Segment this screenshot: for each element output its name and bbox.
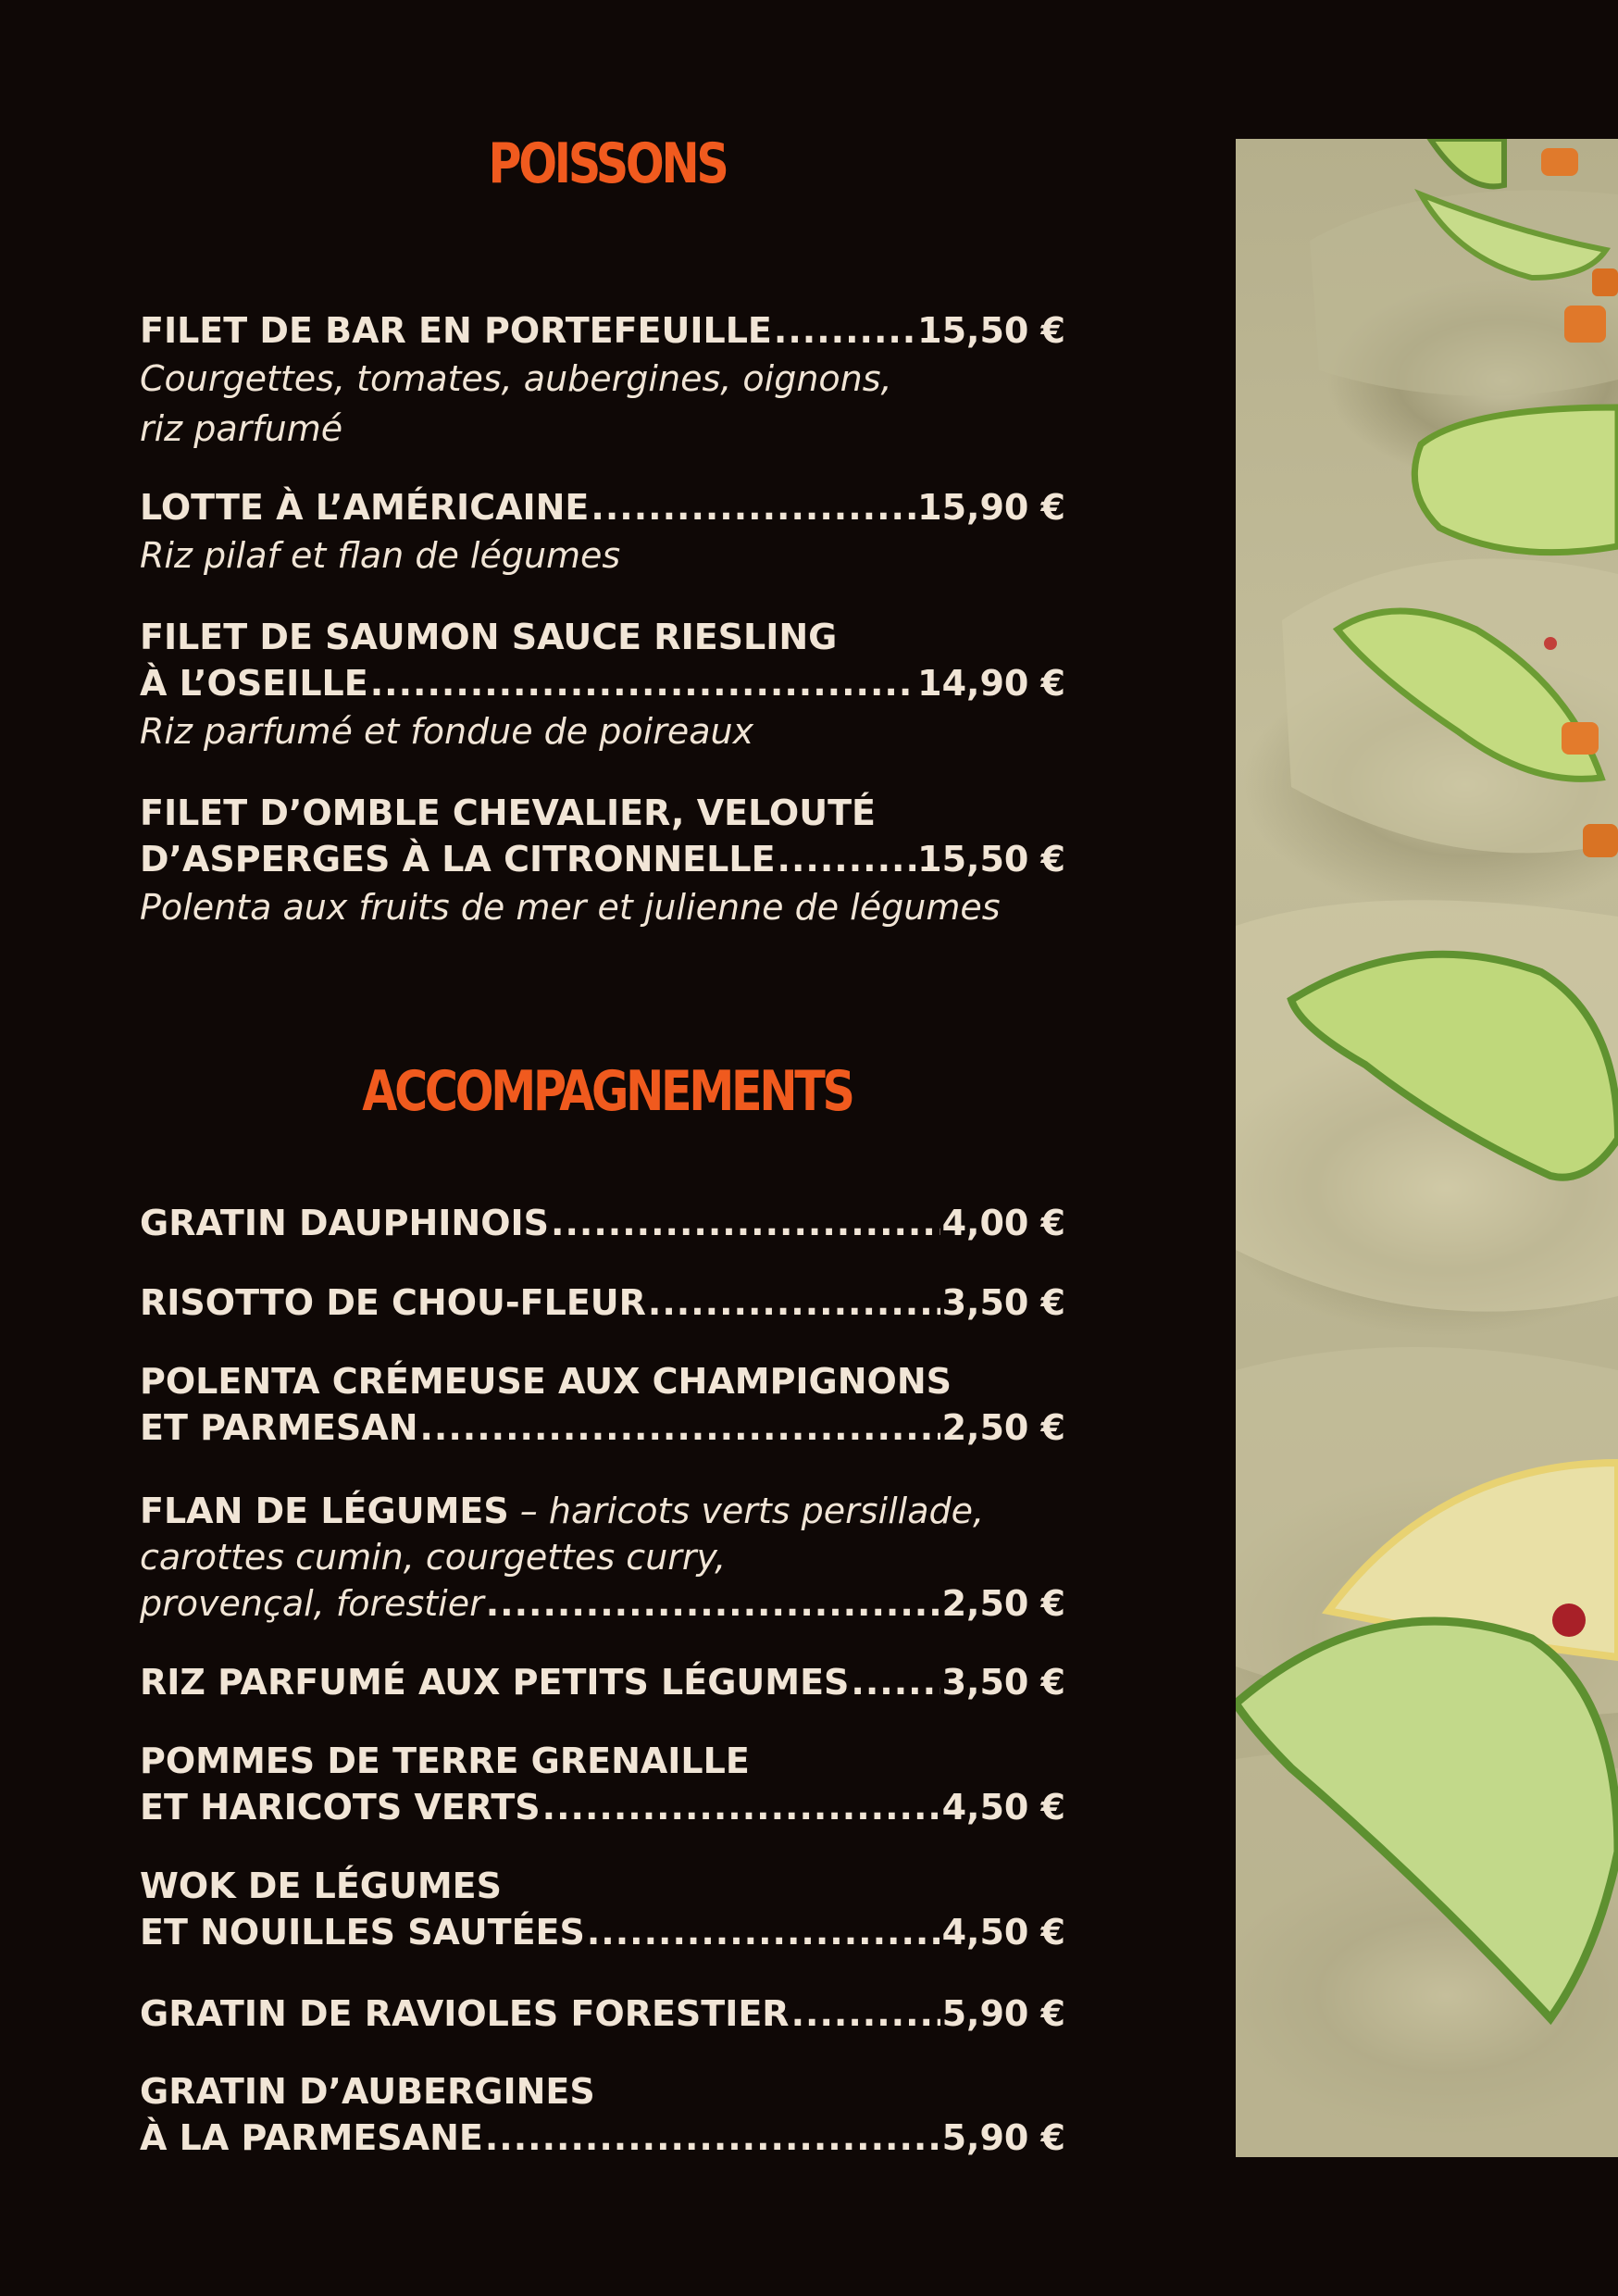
item-name-line: WOK DE LÉGUMES <box>140 1866 502 1906</box>
leader-dots <box>420 1404 940 1451</box>
item-name: D’ASPERGES À LA CITRONNELLE <box>140 839 776 880</box>
item-price: 4,00 € <box>941 1203 1065 1243</box>
item-name: RIZ PARFUMÉ AUX PETITS LÉGUMES <box>140 1662 850 1703</box>
leader-dots <box>486 1580 940 1627</box>
section-title-accompagnements: ACCOMPAGNEMENTS <box>362 1059 853 1124</box>
item-price: 4,50 € <box>941 1787 1065 1828</box>
menu-item <box>140 1659 1065 1705</box>
leader-dots <box>370 660 915 706</box>
item-description: carottes cumin, courgettes curry, <box>140 1537 727 1578</box>
item-name: FILET DE BAR EN PORTEFEUILLE <box>140 310 772 351</box>
menu-item <box>140 1358 1065 1451</box>
item-price: 15,50 € <box>917 839 1065 880</box>
leader-dots <box>851 1659 940 1705</box>
item-price: 2,50 € <box>941 1407 1065 1448</box>
item-description: riz parfumé <box>140 408 343 449</box>
item-name-line: POMMES DE TERRE GRENAILLE <box>140 1741 750 1781</box>
item-description-inline: – haricots verts persillade, <box>508 1491 985 1531</box>
item-description: Courgettes, tomates, aubergines, oignons, <box>140 358 892 399</box>
item-price: 4,50 € <box>941 1912 1065 1953</box>
item-price: 5,90 € <box>941 2117 1065 2158</box>
item-description: Polenta aux fruits de mer et julienne de légumes <box>140 887 1001 928</box>
item-price: 15,90 € <box>917 487 1065 528</box>
fish-in-sauce-with-lime-photo <box>1236 139 1618 2157</box>
item-name: ET NOUILLES SAUTÉES <box>140 1912 585 1953</box>
item-price: 14,90 € <box>917 663 1065 704</box>
menu-item <box>140 1200 1065 1246</box>
item-name: À L’OSEILLE <box>140 663 368 704</box>
leader-dots <box>648 1279 940 1326</box>
lime-slice-icon <box>1414 407 1618 553</box>
lime-slice-icon <box>1430 139 1504 186</box>
menu-item <box>140 614 1065 756</box>
item-name-line: POLENTA CRÉMEUSE AUX CHAMPIGNONS <box>140 1361 952 1402</box>
item-name-line: GRATIN D’AUBERGINES <box>140 2071 595 2112</box>
item-name-line: FILET D’OMBLE CHEVALIER, VELOUTÉ <box>140 792 876 833</box>
item-name-line <box>140 1488 1065 1534</box>
leader-dots <box>551 1200 940 1246</box>
item-name: RISOTTO DE CHOU-FLEUR <box>140 1282 646 1323</box>
item-price: 5,90 € <box>941 1993 1065 2034</box>
leader-dots <box>778 836 916 882</box>
leader-dots <box>591 484 915 530</box>
item-price: 15,50 € <box>917 310 1065 351</box>
item-description: Riz parfumé et fondue de poireaux <box>140 711 754 752</box>
item-name-bold: FLAN DE LÉGUMES <box>140 1491 509 1531</box>
menu-item <box>140 1279 1065 1326</box>
leader-dots <box>542 1784 940 1830</box>
item-price: 3,50 € <box>941 1662 1065 1703</box>
item-name: LOTTE À L’AMÉRICAINE <box>140 487 590 528</box>
item-name-line: FILET DE SAUMON SAUCE RIESLING <box>140 617 838 657</box>
menu-item <box>140 1738 1065 1830</box>
leader-dots <box>587 1909 940 1955</box>
item-name: GRATIN DE RAVIOLES FORESTIER <box>140 1993 790 2034</box>
leader-dots <box>485 2115 940 2161</box>
menu-item <box>140 1990 1065 2037</box>
menu-item <box>140 2068 1065 2161</box>
leader-dots <box>791 1990 940 2037</box>
menu-item <box>140 484 1065 580</box>
photo-illustration <box>1236 139 1618 2157</box>
menu-item <box>140 1488 1065 1627</box>
menu-item <box>140 1863 1065 1955</box>
item-name: ET HARICOTS VERTS <box>140 1787 541 1828</box>
item-name: ET PARMESAN <box>140 1407 418 1448</box>
section-title-poissons: POISSONS <box>488 131 727 196</box>
item-price: 3,50 € <box>941 1282 1065 1323</box>
menu-item <box>140 307 1065 454</box>
menu-item <box>140 790 1065 932</box>
item-description: Riz pilaf et flan de légumes <box>140 535 621 576</box>
item-name: GRATIN DAUPHINOIS <box>140 1203 550 1243</box>
item-price: 2,50 € <box>941 1583 1065 1624</box>
leader-dots <box>774 307 915 354</box>
item-description: provençal, forestier <box>140 1583 484 1624</box>
item-name: À LA PARMESANE <box>140 2117 483 2158</box>
